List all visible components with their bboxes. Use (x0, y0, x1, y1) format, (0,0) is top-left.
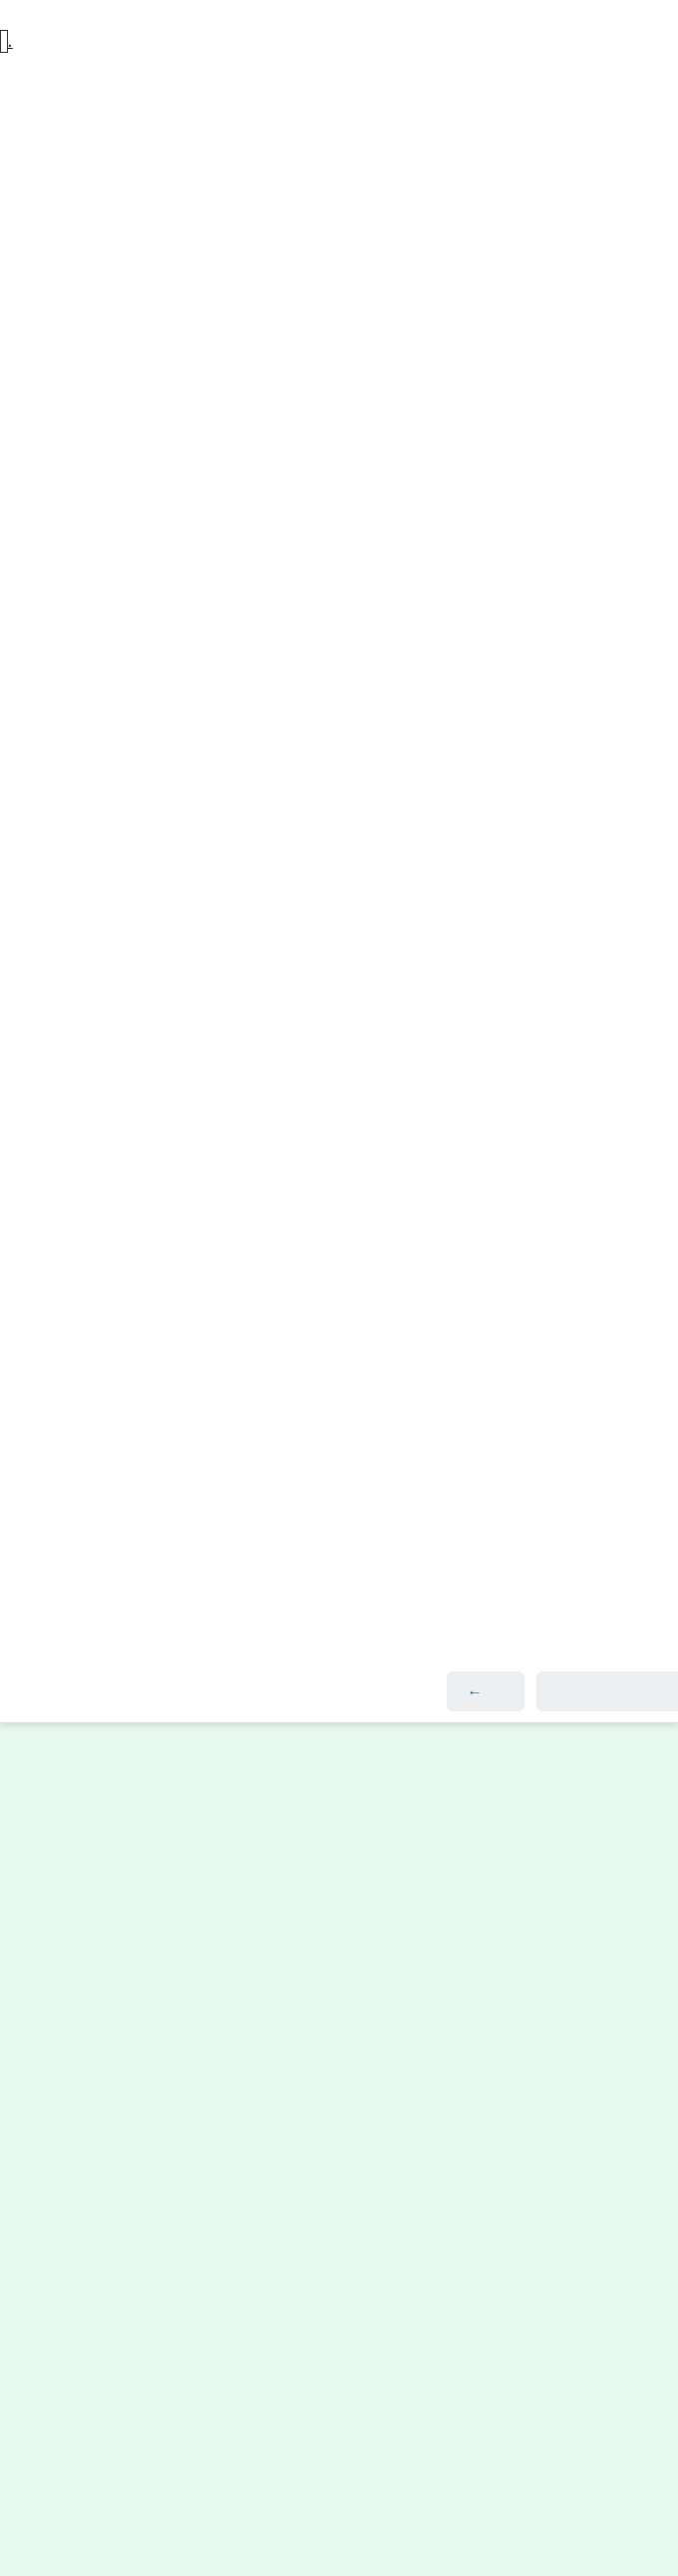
answer-panel (0, 1722, 678, 2576)
exercise-nav-bar (0, 1660, 678, 1722)
all-exercises-button[interactable] (536, 1671, 678, 1711)
arrow-left-icon: ← (467, 1682, 483, 1699)
word1-handwritten: . (0, 32, 13, 52)
prev-exercise-button[interactable] (447, 1671, 524, 1711)
